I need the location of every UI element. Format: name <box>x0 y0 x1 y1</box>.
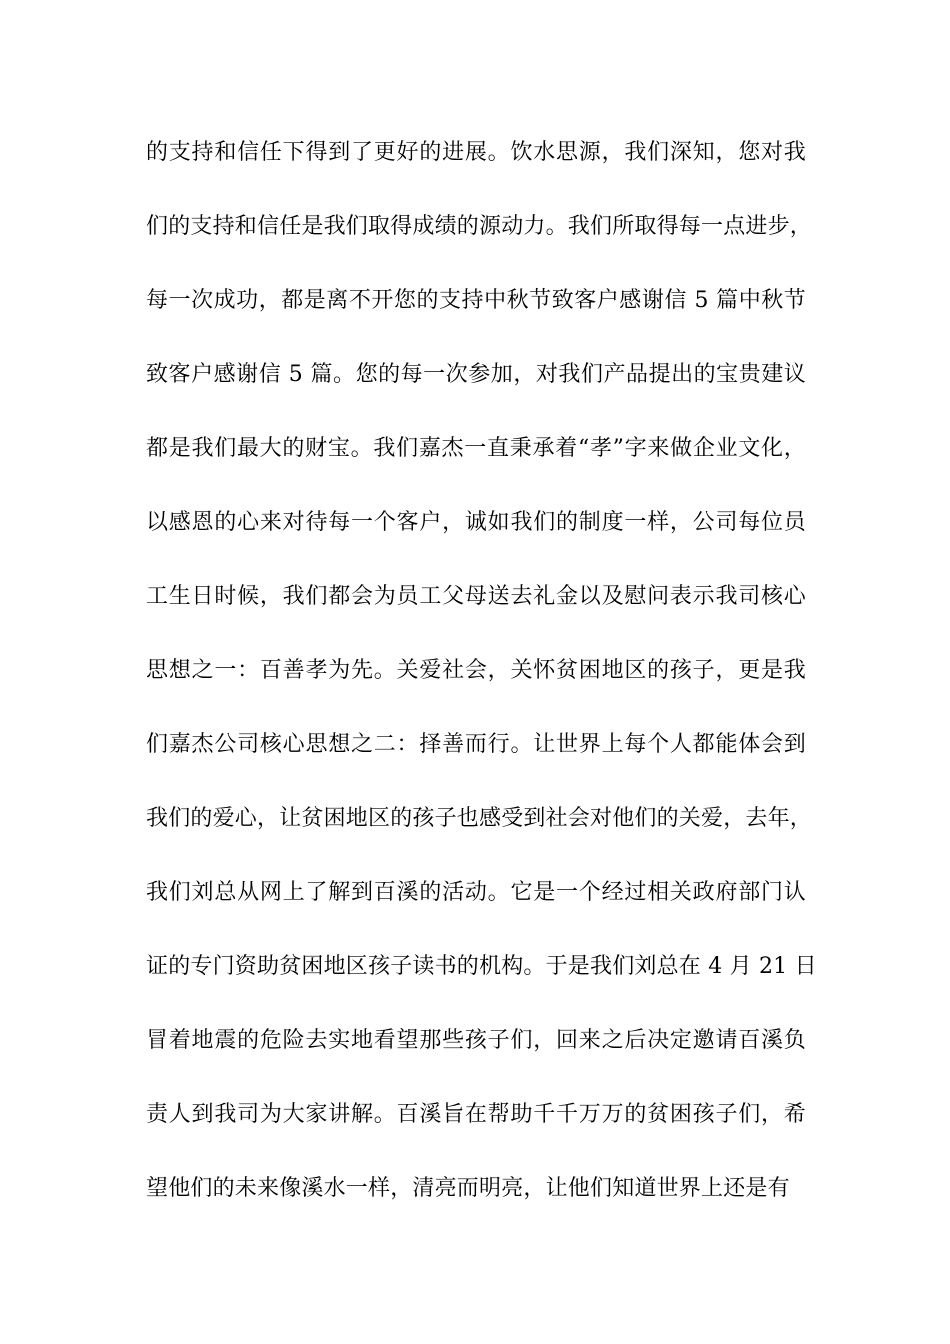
body-text <box>146 134 817 1244</box>
text-line-2: 们的支持和信任是我们取得成绩的源动力。我们所取得每一点进步， <box>146 214 813 239</box>
text-line-5: 都是我们最大的财宝。我们嘉杰一直秉承着“孝”字来做企业文化， <box>146 436 806 461</box>
text-line-15: 望他们的未来像溪水一样，清亮而明亮，让他们知道世界上还是有 <box>146 1176 790 1201</box>
text-line-4: 致客户感谢信 5 篇。您的每一次参加，对我们产品提出的宝贵建议 <box>146 362 806 387</box>
text-line-6: 以感恩的心来对待每一个客户，诚如我们的制度一样，公司每位员 <box>146 510 806 535</box>
text-line-12: 证的专门资助贫困地区孩子读书的机构。于是我们刘总在 4 月 21 日 <box>146 954 817 979</box>
text-line-1: 的支持和信任下得到了更好的进展。饮水思源，我们深知，您对我 <box>146 140 806 165</box>
text-line-7: 工生日时候，我们都会为员工父母送去礼金以及慰问表示我司核心 <box>146 584 806 609</box>
text-line-11: 我们刘总从网上了解到百溪的活动。它是一个经过相关政府部门认 <box>146 880 806 905</box>
text-line-3: 每一次成功，都是离不开您的支持中秋节致客户感谢信 5 篇中秋节 <box>146 288 806 313</box>
text-line-14: 责人到我司为大家讲解。百溪旨在帮助千千万万的贫困孩子们，希 <box>146 1102 806 1127</box>
text-line-13: 冒着地震的危险去实地看望那些孩子们，回来之后决定邀请百溪负 <box>146 1028 806 1053</box>
text-line-9: 们嘉杰公司核心思想之二：择善而行。让世界上每个人都能体会到 <box>146 732 806 757</box>
text-line-10: 我们的爱心，让贫困地区的孩子也感受到社会对他们的关爱，去年， <box>146 806 813 831</box>
text-line-8: 思想之一：百善孝为先。关爱社会，关怀贫困地区的孩子，更是我 <box>146 658 806 683</box>
